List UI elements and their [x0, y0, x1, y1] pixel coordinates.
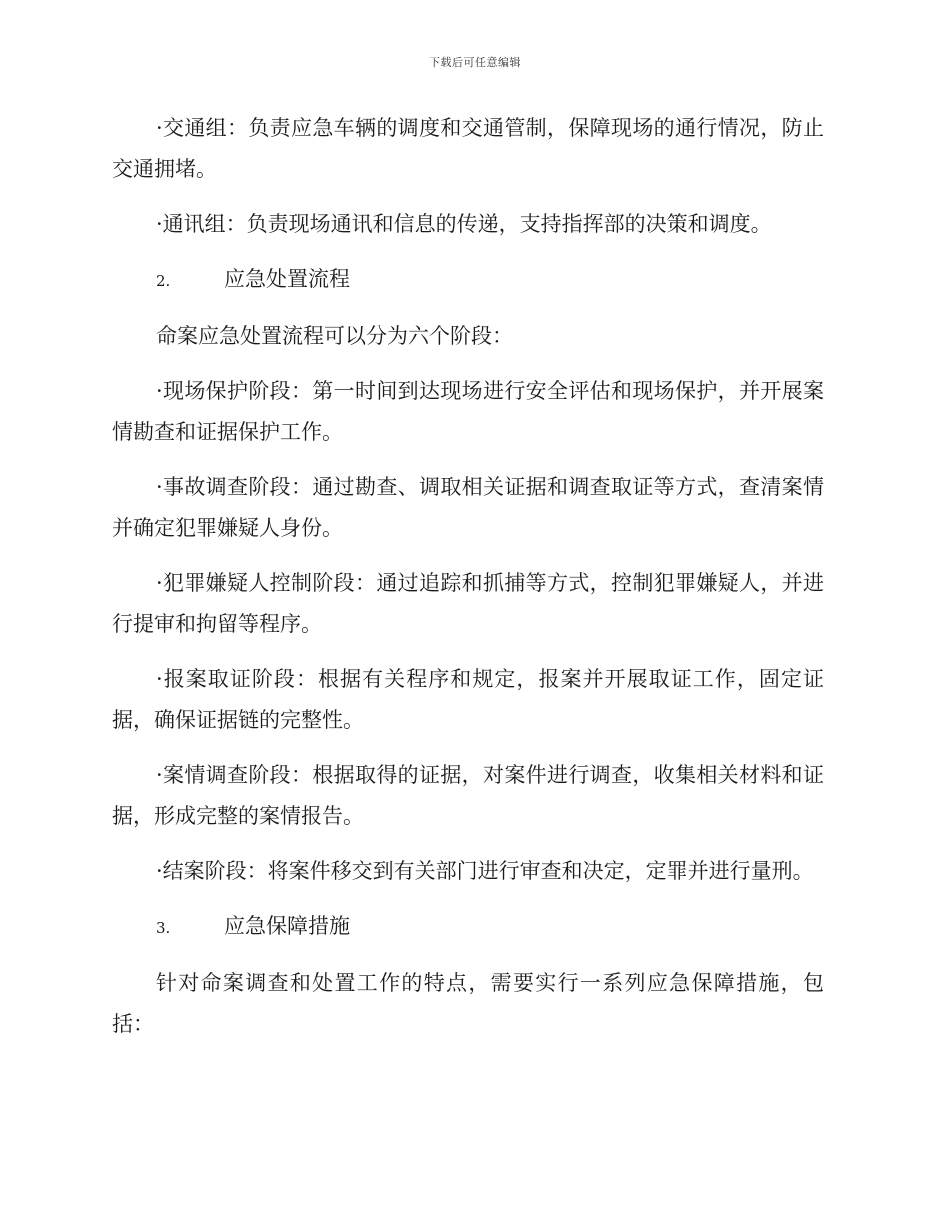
section-number: 2.	[156, 272, 171, 290]
section-heading-3	[112, 906, 824, 949]
paragraph-scene-protection: ·现场保护阶段：第一时间到达现场进行安全评估和现场保护，并开展案情勘查和证据保护工作。	[112, 379, 824, 444]
paragraph-accident-investigation: ·事故调查阶段：通过勘查、调取相关证据和调查取证等方式，查清案情并确定犯罪嫌疑人身份。	[112, 475, 824, 540]
paragraph-communication-group: ·通讯组：负责现场通讯和信息的传递，支持指挥部的决策和调度。	[156, 212, 772, 236]
paragraph-evidence-collection: ·报案取证阶段：根据有关程序和规定，报案并开展取证工作，固定证据，确保证据链的完整性。	[112, 667, 824, 732]
section-heading-2	[112, 259, 824, 302]
document-body	[112, 108, 824, 1059]
paragraph-traffic-group: ·交通组：负责应急车辆的调度和交通管制，保障现场的通行情况，防止交通拥堵。	[112, 116, 824, 181]
paragraph-case-closing: ·结案阶段：将案件移交到有关部门进行审查和决定，定罪并进行量刑。	[156, 859, 814, 883]
paragraph-process-intro: 命案应急处置流程可以分为六个阶段：	[156, 324, 513, 348]
paragraph-suspect-control: ·犯罪嫌疑人控制阶段：通过追踪和抓捕等方式，控制犯罪嫌疑人，并进行提审和拘留等程序。	[112, 571, 824, 636]
section-title: 应急处置流程	[224, 267, 350, 291]
section-number: 3.	[156, 919, 171, 937]
page-header: 下载后可任意编辑	[429, 56, 521, 69]
paragraph-case-investigation: ·案情调查阶段：根据取得的证据，对案件进行调查，收集相关材料和证据，形成完整的案情报告。	[112, 763, 824, 828]
section-title: 应急保障措施	[224, 914, 350, 938]
paragraph-support-measures-intro: 针对命案调查和处置工作的特点，需要实行一系列应急保障措施，包括：	[112, 971, 824, 1036]
